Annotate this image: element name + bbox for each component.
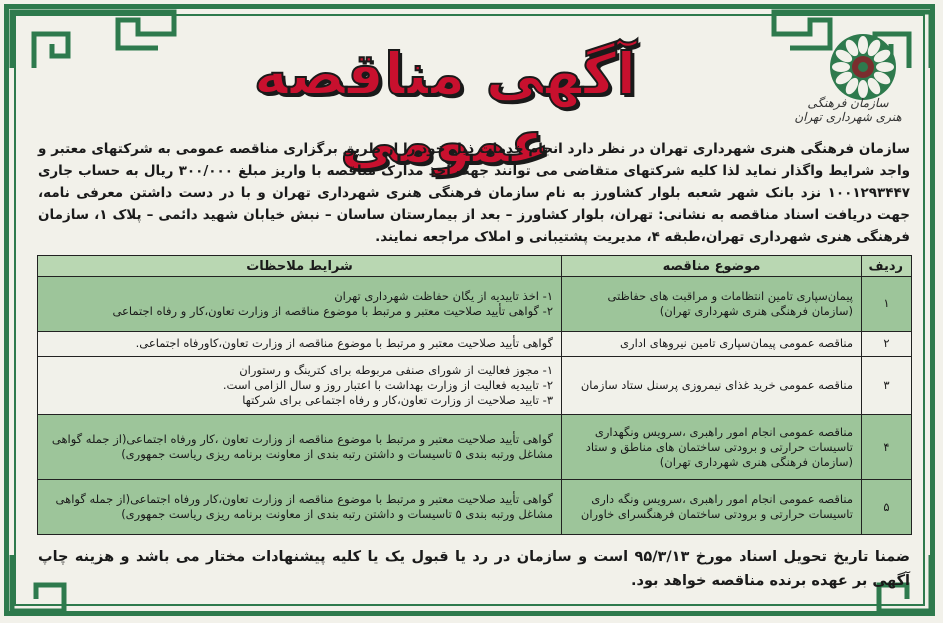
tender-table <box>37 255 912 535</box>
condition-line: ۱- مجوز فعالیت از شورای صنفی مربوطه برای کترینگ و رستوران <box>239 363 553 378</box>
condition-line: ۱- اخذ تاییدیه از یگان حفاظت شهرداری تهران <box>334 288 553 303</box>
row-subject: مناقصه عمومی خرید غذای نیمروزی پرسنل ستاد سازمان <box>562 356 862 415</box>
row-subject: مناقصه عمومی پیمان‌سپاری تامین نیروهای اداری <box>562 331 862 356</box>
page-title: آگهی مناقصه عمومی <box>253 40 637 176</box>
condition-line: ۲- گواهی تأیید صلاحیت معتبر و مرتبط با موضوع مناقصه از وزارت تعاون،کار و رفاه اجتماعی <box>112 303 553 318</box>
row-number: ۳ <box>862 356 912 415</box>
condition-line: گواهی تأیید صلاحیت معتبر و مرتبط با موضوع مناقصه از وزارت تعاون ،کار ورفاه اجتماعی(از جمله گواهی مشاغل ورتبه بندی ۵ تاسیسات و داشتن رتبه بندی از معاونت برنامه ریزی ریاست جمهوری) <box>51 432 553 462</box>
header-conditions: شرایط ملاحظات <box>38 256 562 277</box>
condition-line: ۳- تایید صلاحیت از وزارت تعاون،کار و رفاه اجتماعی برای شرکتها <box>242 393 553 408</box>
row-subject: مناقصه عمومی انجام امور راهبری ،سرویس ونگه داری تاسیسات حرارتی و برودتی ساختمان فرهنگسرای خاوران <box>562 480 862 535</box>
row-conditions <box>38 331 562 356</box>
row-subject: مناقصه عمومی انجام امور راهبری ،سرویس ونگهداری تاسیسات حرارتی و برودتی ساختمان های مناطق و ستاد (سازمان فرهنگی هنری شهرداری تهران) <box>562 415 862 480</box>
condition-line: گواهی تأیید صلاحیت معتبر و مرتبط با موضوع مناقصه از وزارت تعاون،کار ورفاه اجتماعی(از جمله گواهی مشاغل ورتبه بندی ۵ تاسیسات و داشتن رتبه بندی از معاونت برنامه ریزی ریاست جمهوری) <box>55 492 553 522</box>
table-row <box>38 480 912 535</box>
table-row <box>38 415 912 480</box>
row-number: ۵ <box>862 480 912 535</box>
header <box>0 0 943 176</box>
footer-note: ضمنا تاریخ تحویل اسناد مورخ ۹۵/۳/۱۳ است و سازمان در رد یا قبول یک یا کلیه پیشنهادات مختار می باشد و هزینه چاپ آگهی بر عهده برنده مناقصه خواهد بود. <box>38 549 910 589</box>
header-subject: موضوع مناقصه <box>562 256 862 277</box>
intro-paragraph: سازمان فرهنگی هنری شهرداری تهران در نظر دارد انجام خدمات ذیل خود را از طریق برگزاری مناقصه عمومی به شرکتهای معتبر و واجد شرایط واگذار نماید لذا کلیه شرکتهای متقاضی می توانند جهت اخذ مدارک مناقصه با واریز مبلغ ۳۰۰/۰۰۰ ریال به حساب جاری ۱۰۰۱۲۹۳۴۴۷ نزد بانک شهر شعبه بلوار کشاورز به نام سازمان فرهنگی هنری شهرداری تهران و با در دست داشتن معرفی نامه، جهت دریافت اسناد مناقصه به نشانی: تهران، بلوار کشاورز – بعد از بیمارستان ساسان – نبش خیابان شهید دائمی – پلاک ۱، سازمان فرهنگی هنری شهرداری تهران،طبقه ۴، مدیریت پشتیبانی و املاک مراجعه نمایند. <box>38 141 911 245</box>
table-header-row <box>38 256 912 277</box>
table-row <box>38 331 912 356</box>
row-conditions <box>38 480 562 535</box>
row-number: ۱ <box>862 277 912 332</box>
condition-line: گواهی تأیید صلاحیت معتبر و مرتبط با موضوع مناقصه از وزارت تعاون،کاورفاه اجتماعی. <box>135 336 553 351</box>
sunflower-emblem-icon <box>828 32 898 102</box>
row-number: ۴ <box>862 415 912 480</box>
header-row-number: ردیف <box>862 256 912 277</box>
row-subject: پیمان‌سپاری تامین انتظامات و مراقبت های حفاظتی (سازمان فرهنگی هنری شهرداری تهران) <box>562 277 862 332</box>
row-number: ۲ <box>862 331 912 356</box>
org-signature: سازمان فرهنگی هنری شهرداری تهران <box>794 96 902 124</box>
condition-line: ۲- تاییدیه فعالیت از وزارت بهداشت با اعتبار روز و سال الزامی است. <box>222 378 553 393</box>
row-conditions <box>38 415 562 480</box>
row-conditions <box>38 277 562 332</box>
row-conditions <box>38 356 562 415</box>
table-row <box>38 277 912 332</box>
table-row <box>38 356 912 415</box>
